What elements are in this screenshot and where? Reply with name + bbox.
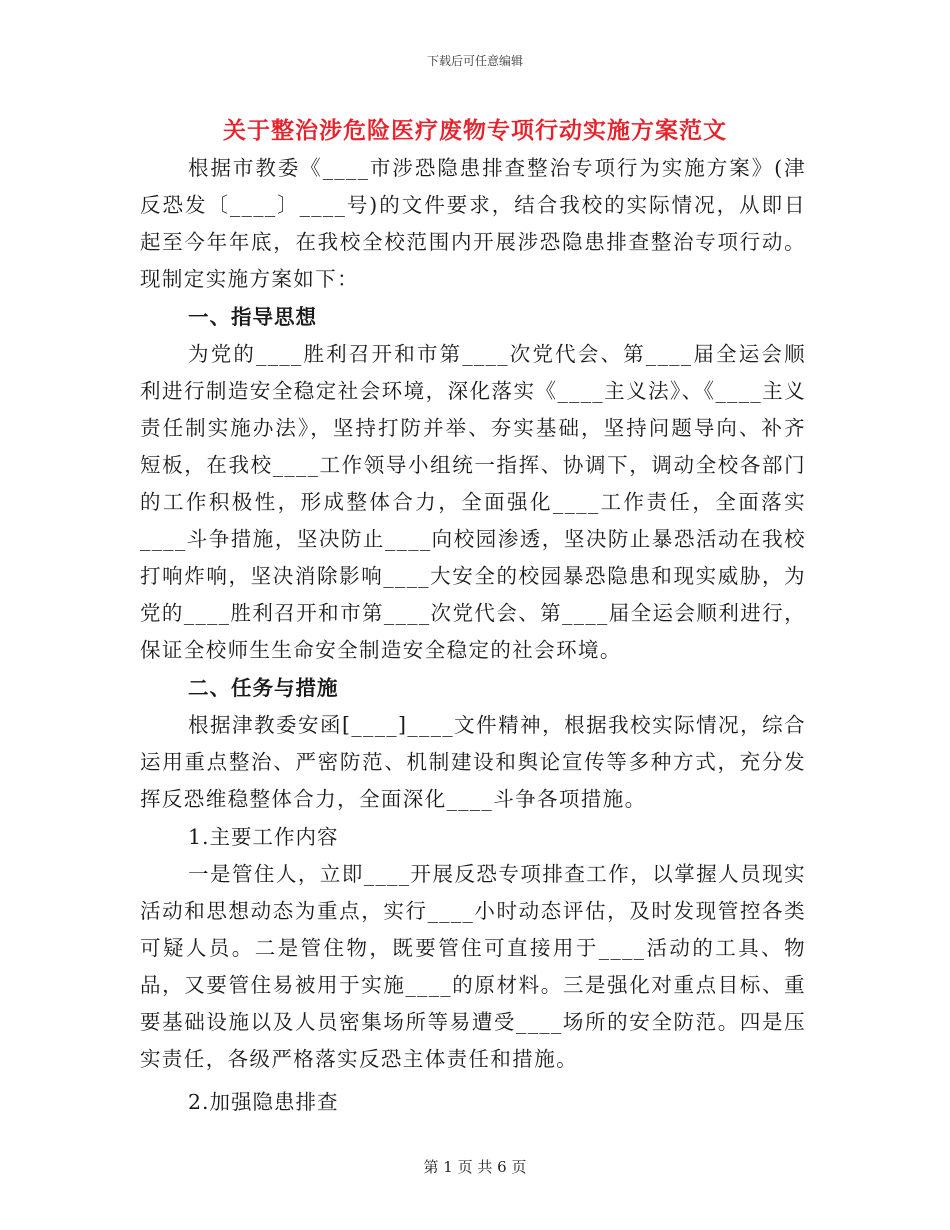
intro-paragraph: 根据市教委《____市涉恐隐患排查整治专项行为实施方案》(津反恐发〔____〕____号)的文件要求，结合我校的实际情况，从即日起至今年年底，在我校全校范围内开展涉恐隐患排查整治专项行动。现制定实施方案如下： (140, 156, 806, 291)
document-body (140, 150, 806, 1121)
section2-paragraph: 根据津教委安函[____]____文件精神，根据我校实际情况，综合运用重点整治、严密防范、机制建设和舆论宣传等多种方式，充分发挥反恐维稳整体合力，全面深化____斗争各项措施。 (140, 713, 806, 811)
section2-heading: 二、任务与措施 (188, 676, 339, 700)
subsection1-heading: 1.主要工作内容 (188, 825, 339, 849)
header-note: 下载后可任意编辑 (426, 54, 523, 68)
subsection2-heading: 2.加强隐患排查 (188, 1090, 339, 1114)
section1-paragraph: 为党的____胜利召开和市第____次党代会、第____届全运会顺利进行制造安全稳定社会环境，深化落实《____主义法》、《____主义责任制实施办法》，坚持打防并举、夯实基础，坚持问题导向、补齐短板，在我校____工作领导小组统一指挥、协调下，调动全校各部门的工作积极性，形成整体合力，全面强化____工作责任，全面落实____斗争措施，坚决防止____向校园渗透，坚决防止暴恐活动在我校打响炸响，坚决消除影响____大安全的校园暴恐隐患和现实威胁，为党的____胜利召开和市第____次党代会、第____届全运会顺利进行，保证全校师生生命安全制造安全稳定的社会环境。 (140, 342, 806, 662)
page-footer: 第 1 页 共 6 页 (423, 1158, 527, 1176)
section1-heading: 一、指导思想 (188, 305, 317, 329)
document-title: 关于整治涉危险医疗废物专项行动实施方案范文 (223, 117, 727, 144)
subsection1-paragraph: 一是管住人，立即____开展反恐专项排查工作，以掌握人员现实活动和思想动态为重点，实行____小时动态评估，及时发现管控各类可疑人员。二是管住物，既要管住可直接用于____活动的工具、物品，又要管住易被用于实施____的原材料。三是强化对重点目标、重要基础设施以及人员密集场所等易遭受____场所的安全防范。四是压实责任，各级严格落实反恐主体责任和措施。 (140, 862, 806, 1071)
